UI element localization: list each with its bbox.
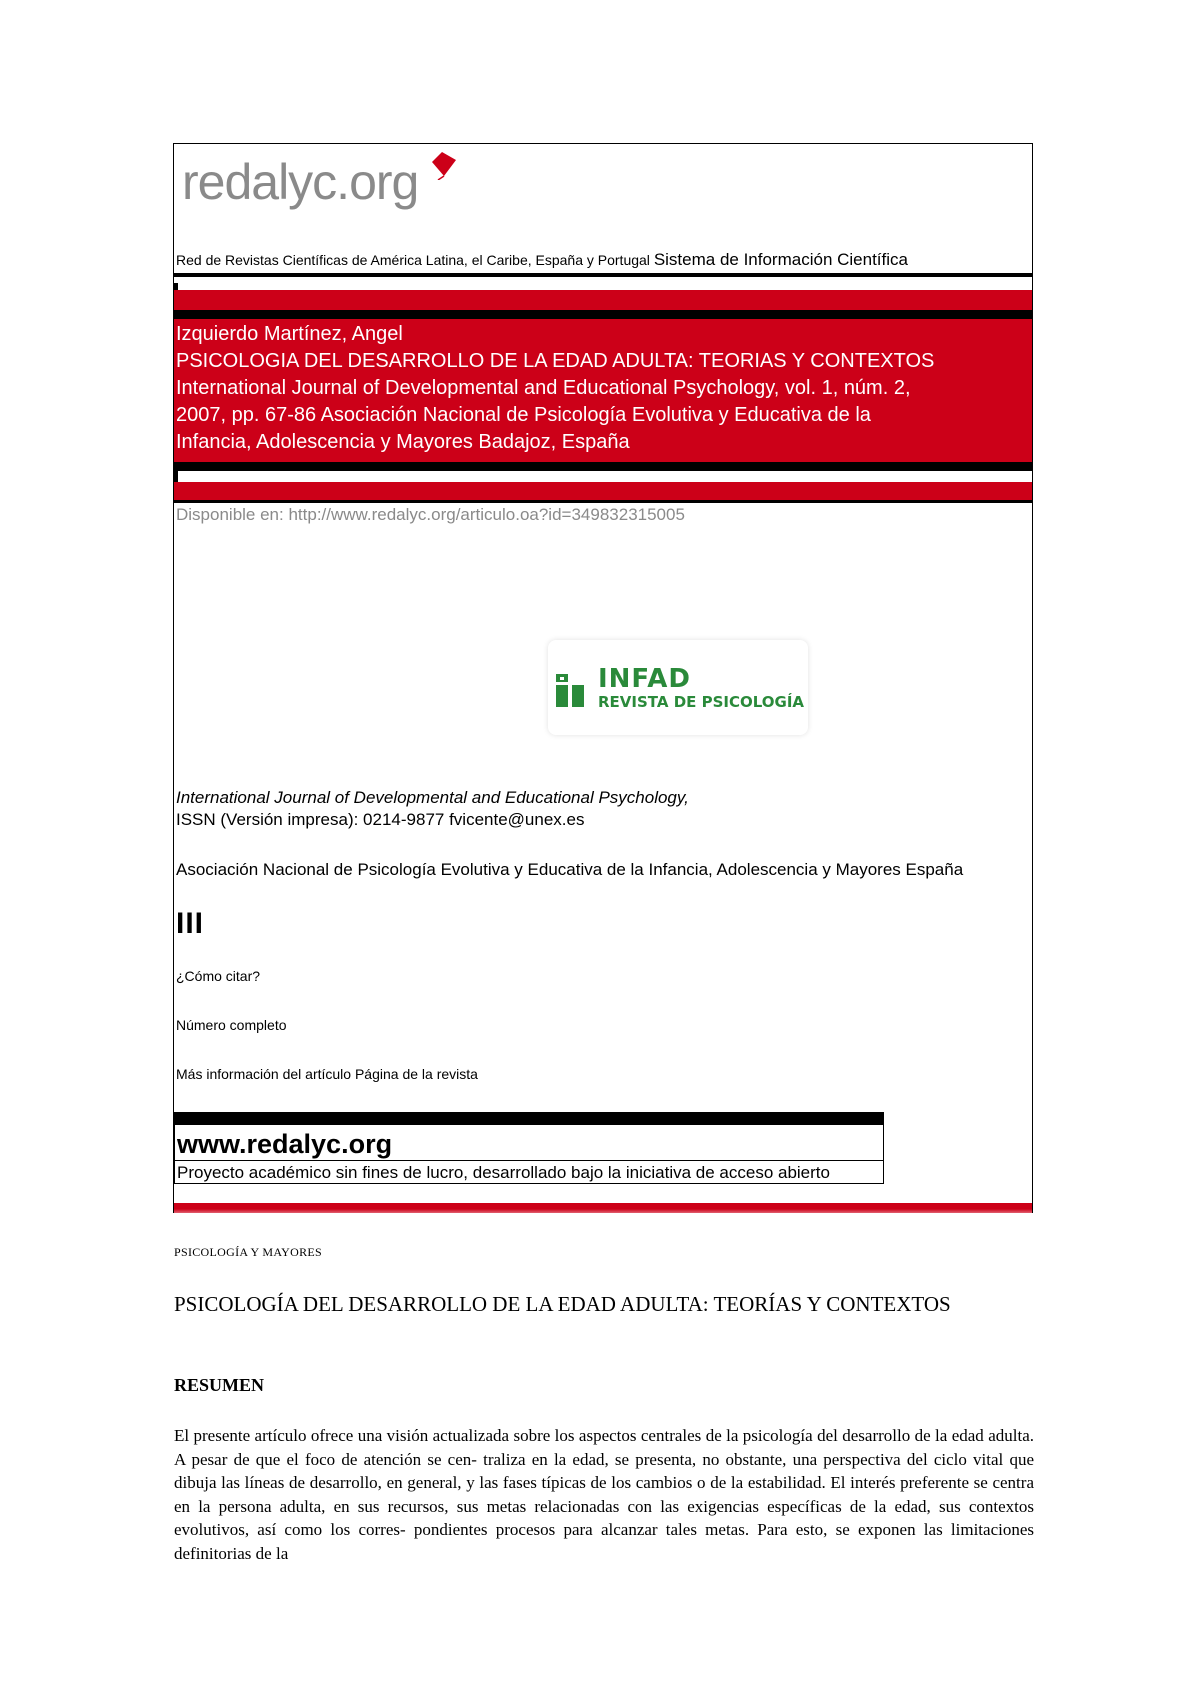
citation-line: Infancia, Adolescencia y Mayores Badajoz, España xyxy=(176,431,630,453)
citation-line: International Journal of Developmental and Educational Psychology, vol. 1, núm. 2, xyxy=(176,377,911,399)
divider xyxy=(174,273,1032,277)
cite-link[interactable]: ¿Cómo citar? xyxy=(176,968,261,984)
infad-logo[interactable] xyxy=(548,640,808,735)
infad-icon xyxy=(554,672,588,708)
citation-block xyxy=(174,319,1032,462)
redalyc-url[interactable]: www.redalyc.org xyxy=(177,1129,393,1159)
abstract-text: El presente artículo ofrece una visión actualizada sobre los aspectos centrales de la psicología del desarrollo de la edad adulta. A pesar de que el foco de atención se cen- traliza en la edad, se presenta, no obstante, una perspectiva del ciclo vital que dibuja las líneas de desarrollo, en general, y las fases típicas de los cambios o de la estabilidad. El interés preferente se centra en la persona adulta, en sus recursos, sus metas relacionadas con las exigencias específicas de la edad, sus contextos evolutivos, así como los corres- pondientes procesos para alcanzar tales metas. Para esto, se exponen las limitaciones definitorias de la xyxy=(174,1426,1034,1563)
article-title: PSICOLOGÍA DEL DESARROLLO DE LA EDAD ADULTA: TEORÍAS Y CONTEXTOS xyxy=(174,1292,951,1316)
divider xyxy=(174,310,1032,319)
red-band xyxy=(174,290,1032,310)
author-name: Izquierdo Martínez, Angel xyxy=(176,323,403,345)
divider xyxy=(175,1160,883,1161)
abstract-heading: RESUMEN xyxy=(174,1375,265,1395)
kite-icon xyxy=(422,150,462,180)
red-band xyxy=(174,482,1032,500)
network-subtitle xyxy=(176,250,908,270)
journal-association: Asociación Nacional de Psicología Evolutiva y Educativa de la Infancia, Adolescencia y Mayores España xyxy=(176,860,964,879)
more-info-link[interactable]: Más información del artículo Página de la revista xyxy=(176,1066,478,1082)
journal-name: International Journal of Developmental and Educational Psychology, xyxy=(176,788,689,807)
divider xyxy=(175,1113,883,1125)
full-issue-link[interactable]: Número completo xyxy=(176,1017,287,1033)
citation-line: 2007, pp. 67-86 Asociación Nacional de Psicología Evolutiva y Educativa de la xyxy=(176,404,871,426)
article-title-upper: PSICOLOGIA DEL DESARROLLO DE LA EDAD ADULTA: TEORIAS Y CONTEXTOS xyxy=(176,350,935,372)
redalyc-footer-box xyxy=(174,1112,884,1184)
redalyc-logo[interactable] xyxy=(182,150,472,225)
infad-subtitle: REVISTA DE PSICOLOGÍA xyxy=(598,693,805,711)
red-band xyxy=(174,1203,1032,1213)
divider xyxy=(174,462,1032,471)
section-label: PSICOLOGÍA Y MAYORES xyxy=(174,1245,323,1259)
journal-issn: ISSN (Versión impresa): 0214-9877 fvicente@unex.es xyxy=(176,810,585,829)
redalyc-logo-text: redalyc.org xyxy=(182,154,419,210)
bars-icon: III xyxy=(176,907,205,940)
system-text: Sistema de Información Científica xyxy=(653,250,908,269)
infad-title: INFAD xyxy=(598,664,691,694)
redalyc-tagline: Proyecto académico sin fines de lucro, desarrollado bajo la iniciativa de acceso abierto xyxy=(177,1163,830,1182)
network-text: Red de Revistas Científicas de América Latina, el Caribe, España y Portugal xyxy=(176,252,650,268)
divider xyxy=(174,500,1032,503)
available-link[interactable]: Disponible en: http://www.redalyc.org/articulo.oa?id=349832315005 xyxy=(176,505,685,524)
